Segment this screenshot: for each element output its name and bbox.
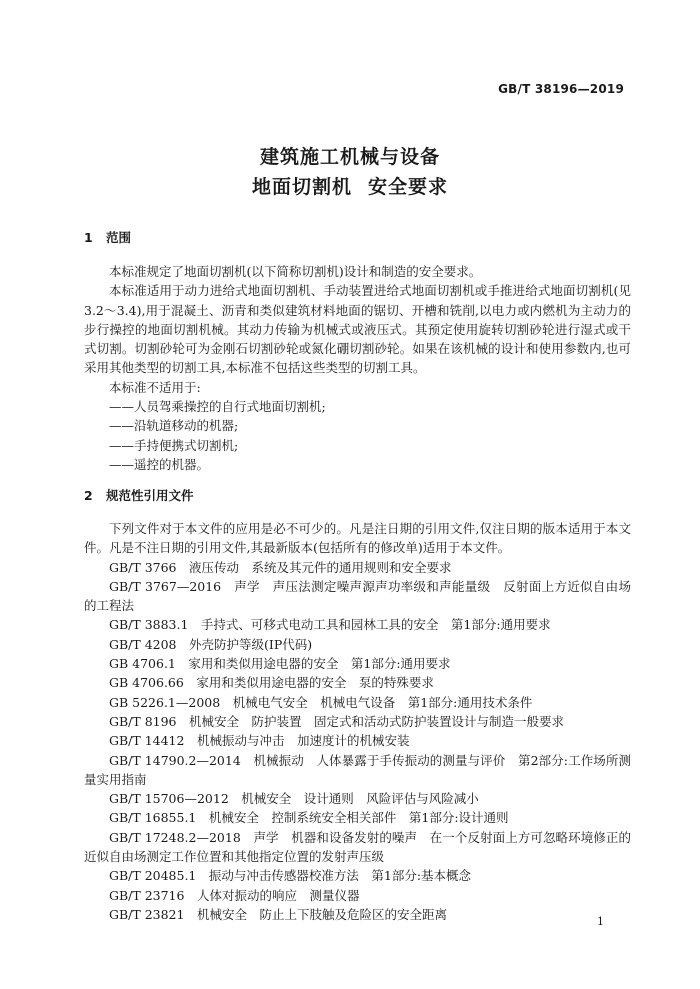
page-number: 1 <box>597 915 604 928</box>
reference-item: GB 4706.1 家用和类似用途电器的安全 第1部分:通用要求 <box>109 656 451 672</box>
reference-item: GB/T 20485.1 振动与冲击传感器校准方法 第1部分:基本概念 <box>109 868 472 884</box>
standard-code: GB/T 38196—2019 <box>498 82 624 96</box>
section-1-heading <box>84 228 131 246</box>
reference-item: GB 4706.66 家用和类似用途电器的安全 泵的特殊要求 <box>109 675 434 691</box>
section-2-title: 规范性引用文件 <box>106 488 194 503</box>
list-item: ——手持便携式切割机; <box>109 437 239 453</box>
reference-item: GB/T 14790.2—2014 机械振动 人体暴露于手传振动的测量与评价 第2部分:工作场所测量实用指南 <box>84 752 631 787</box>
section-1-body <box>84 262 631 474</box>
title-line-2-part-a: 地面切割机 <box>251 176 352 198</box>
paragraph: 下列文件对于本文件的应用是必不可少的。凡是注日期的引用文件,仅注日期的版本适用于本文件。凡是不注日期的引用文件,其最新版本(包括所有的修改单)适用于本文件。 <box>84 521 631 556</box>
reference-item: GB/T 23821 机械安全 防止上下肢触及危险区的安全距离 <box>109 906 447 922</box>
reference-item: GB/T 17248.2—2018 声学 机器和设备发射的噪声 在一个反射面上方可忽略环境修正的近似自由场测定工作位置和其他指定位置的发射声压级 <box>84 829 631 865</box>
reference-item: GB/T 3766 液压传动 系统及其元件的通用规则和安全要求 <box>109 559 452 575</box>
reference-item: GB/T 16855.1 机械安全 控制系统安全相关部件 第1部分:设计通则 <box>109 810 509 826</box>
section-1-number: 1 <box>84 230 93 245</box>
reference-item: GB/T 4208 外壳防护等级(IP代码) <box>109 636 313 652</box>
title-line-2-part-b: 安全要求 <box>368 176 449 198</box>
section-1-title: 范围 <box>106 230 132 245</box>
paragraph: 本标准不适用于: <box>109 379 201 395</box>
reference-item: GB/T 14412 机械振动与冲击 加速度计的机械安装 <box>109 733 410 749</box>
reference-item: GB/T 3883.1 手持式、可移式电动工具和园林工具的安全 第1部分:通用要求 <box>109 617 551 633</box>
list-item: ——遥控的机器。 <box>109 456 210 472</box>
reference-item: GB/T 3767—2016 声学 声压法测定噪声源声功率级和声能量级 反射面上方近似自由场的工程法 <box>84 578 631 614</box>
section-2-heading <box>84 486 194 504</box>
reference-item: GB/T 23716 人体对振动的响应 测量仪器 <box>109 887 360 903</box>
reference-item: GB/T 15706—2012 机械安全 设计通则 风险评估与风险减小 <box>109 791 479 807</box>
title-line-2 <box>0 172 700 202</box>
reference-item: GB 5226.1—2008 机械电气安全 机械电气设备 第1部分:通用技术条件 <box>109 694 533 710</box>
section-2-body <box>84 519 631 924</box>
paragraph: 本标准适用于动力进给式地面切割机、手动装置进给式地面切割机或手推进给式地面切割机(见3.2～3.4),用于混凝土、沥青和类似建筑材料地面的锯切、开槽和铣削,以电力或内燃机为主动力的步行操控的地面切割机械。其动力传输为机械式或液压式。其预定使用旋转切割砂轮进行湿式或干式切割。切割砂轮可为金刚石切割砂轮或氮化硼切割砂轮。如果在该机械的设计和使用参数内,也可采用其他类型的切割工具,本标准不包括这些类型的切割工具。 <box>84 283 631 376</box>
reference-item: GB/T 8196 机械安全 防护装置 固定式和活动式防护装置设计与制造一般要求 <box>109 713 565 729</box>
list-item: ——沿轨道移动的机器; <box>109 418 239 434</box>
document-title <box>0 142 700 202</box>
list-item: ——人员驾乘操控的自行式地面切割机; <box>109 399 326 415</box>
title-line-1: 建筑施工机械与设备 <box>259 146 440 168</box>
section-2-number: 2 <box>84 488 93 503</box>
paragraph: 本标准规定了地面切割机(以下简称切割机)设计和制造的安全要求。 <box>109 264 482 279</box>
